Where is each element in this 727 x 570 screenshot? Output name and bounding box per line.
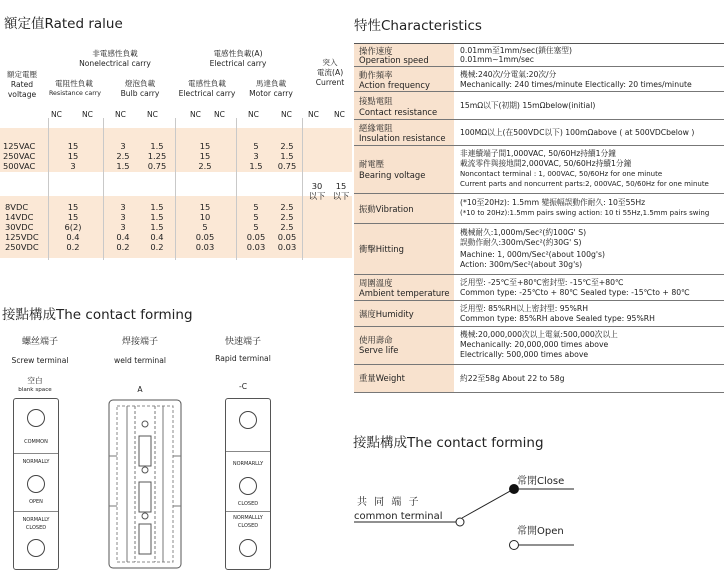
label-common: COMMON (24, 439, 48, 445)
row-label: 接點電阻 (359, 96, 393, 106)
characteristics-table (354, 43, 724, 394)
row-value: 約22至58g About 22 to 58g (460, 374, 565, 383)
screw-icon (27, 539, 45, 557)
ac-bulb-a: 3 2.5 1.5 (116, 141, 130, 171)
inrush-b: 15 以下 (332, 181, 350, 201)
row-label: 振動Vibration (359, 204, 414, 214)
characteristics-title: 特性Characteristics (354, 18, 482, 34)
row-label: 絕緣電阻 (359, 123, 393, 133)
table-row (354, 365, 724, 393)
table-row (354, 224, 724, 275)
row-label: Bearing voltage (359, 170, 426, 180)
screw-icon (27, 475, 45, 493)
ac-volts: 125VAC 250VAC 500VAC (3, 141, 36, 171)
row-value: 0.01mm至1mm/sec(鎖住塞型) (460, 46, 572, 55)
label-normallly: NORMALLLY (233, 515, 263, 521)
ac-bulb-b: 1.5 1.25 0.75 (147, 141, 167, 171)
screw-icon (239, 477, 257, 495)
label-open: OPEN (29, 499, 43, 505)
close-label: 常閉Close (517, 476, 565, 487)
row-label: Ambient temperature (359, 288, 450, 298)
screw-icon (27, 409, 45, 427)
screw-en: Screw terminal (11, 356, 69, 365)
row-value: Electrically: 500,000 times above (460, 350, 589, 359)
divider (302, 118, 303, 260)
eleclabel-cn: 電感性負載(A) (213, 49, 263, 58)
row-value: Mechanically: 240 times/minute Electically: 20 times/minute (460, 80, 692, 89)
nc-header: NC (214, 110, 225, 119)
row-label: 動作頻率 (359, 70, 393, 80)
row-label: 操作速度 (359, 46, 393, 56)
weld-cn: 焊接端子 (121, 337, 158, 347)
label-normarlly: NORMARLLY (232, 461, 264, 467)
row-value: (*10 to 20Hz):1.5mm pairs swing action: 10 ti 55Hz,1.5mm pairs swing (460, 209, 710, 217)
eleclabel-en: Electrical carry (209, 59, 267, 68)
row-value: Mechanically: 20,000,000 times above (460, 340, 609, 349)
nc-header: NC (334, 110, 345, 119)
table-row (354, 44, 724, 67)
dc-motor-b: 2.5 2.5 2.5 0.05 0.03 (277, 202, 297, 252)
common-en: common terminal (354, 511, 443, 522)
row-value: Noncontact terminal : 1, 000VAC, 50/60Hz for one minute (460, 170, 663, 178)
row-value: 機械:240次/分電氣:20次/分 (460, 70, 557, 79)
rapid-cn: 快速端子 (224, 337, 261, 347)
row-value: Common type: 85%RH above Sealed type: 95%RH (460, 314, 655, 323)
row-label: Insulation resistance (359, 133, 446, 143)
row-label: 使用壽命 (359, 335, 393, 345)
rapid-en: Rapid terminal (215, 354, 271, 363)
common-cn: 共 同 端 子 (357, 497, 421, 508)
nc-header: NC (308, 110, 319, 119)
row-value: 0.01mm~1mm/sec (460, 55, 534, 64)
table-row (354, 327, 724, 365)
table-row (354, 67, 724, 92)
rated-en1: Rated (10, 80, 34, 89)
label-closed: CLOSED (237, 501, 259, 507)
nc-header: NC (115, 110, 126, 119)
divider (48, 118, 49, 260)
rated-value-title: 額定值Rated ralue (4, 16, 123, 32)
table-row (354, 275, 724, 301)
table-row (354, 301, 724, 327)
bulb-en: Bulb carry (120, 89, 160, 98)
divider (103, 118, 104, 260)
weld-code: A (137, 385, 143, 394)
blank-en: blank space (18, 387, 52, 393)
row-value: Action: 300m/Sec²(about 30g's) (460, 260, 583, 269)
ac-motor-b: 2.5 1.5 0.75 (277, 141, 297, 171)
screw-icon (239, 539, 257, 557)
forming-title-right: 接點構成The contact forming (353, 435, 544, 451)
row-value: 載流零件與接地間2,000VAC, 50/60Hz持續1分鐘 (460, 159, 632, 168)
weld-en: weld terminal (114, 356, 166, 365)
bulb-cn: 燈泡負載 (124, 79, 156, 88)
row-value: Current parts and noncurrent parts:2, 000VAC, 50/60Hz for one minute (460, 180, 709, 188)
row-label: 周圍溫度 (359, 278, 393, 288)
table-row (354, 146, 724, 194)
ac-el: 15 15 2.5 (198, 141, 212, 171)
inrush-cn1: 突入 (322, 58, 338, 67)
divider (175, 118, 176, 260)
nc-header: NC (82, 110, 93, 119)
inrush-en: Current (315, 78, 345, 87)
nc-header: NC (51, 110, 62, 119)
row-label: Serve life (359, 345, 399, 355)
el-en: Electrical carry (178, 89, 236, 98)
dc-el: 15 10 5 0.05 0.03 (195, 202, 215, 252)
table-row (354, 120, 724, 146)
row-value: 機械:20,000,000次以上電氣:500,000次以上 (460, 330, 618, 339)
res-cn: 電阻性負載 (55, 79, 93, 88)
nc-header: NC (281, 110, 292, 119)
motor-cn: 馬達負載 (255, 79, 287, 88)
rated-en2: voltage (7, 90, 37, 99)
res-en: Resistance carry (48, 90, 102, 97)
open-label: 常開Open (517, 526, 564, 537)
row-label: 重量Weight (359, 373, 405, 383)
rated-cn: 額定電壓 (6, 70, 38, 79)
label-normally: NORMALLY (22, 517, 50, 523)
screw-cn: 螺丝端子 (21, 337, 58, 347)
label-closed: CLOSED (25, 525, 47, 531)
screw-icon (239, 411, 257, 429)
forming-title-left: 接點構成The contact forming (2, 307, 193, 323)
row-label: 衝擊Hitting (359, 244, 404, 254)
ac-motor-a: 5 3 1.5 (249, 141, 263, 171)
rapid-code: -C (238, 382, 248, 391)
noneleclabel-en: Nonelectrical carry (79, 59, 151, 68)
row-label: 耐電壓 (359, 159, 385, 169)
el-cn: 電感性負載 (188, 79, 226, 88)
row-label: Contact resistance (359, 107, 438, 117)
row-value: 泛用型: -25℃至+80℃密封型: -15℃至+80℃ (460, 278, 624, 287)
rapid-terminal-diagram (225, 398, 271, 570)
row-value: 機械耐久:1,000m/Sec²(約100G' S) (460, 228, 587, 237)
row-label: Operation speed (359, 55, 429, 65)
dc-volts: 8VDC 14VDC 30VDC 125VDC 250VDC (5, 202, 39, 252)
ac-res: 15 15 3 (67, 141, 79, 171)
weld-terminal-diagram (105, 396, 185, 570)
inrush-a: 30 以下 (308, 181, 326, 201)
row-value: 100MΩ以上(在500VDC以下) 100mΩabove ( at 500VDCbelow ) (460, 128, 695, 137)
nc-header: NC (147, 110, 158, 119)
table-row (354, 194, 724, 224)
dc-bulb-b: 1.5 1.5 1.5 0.4 0.2 (150, 202, 164, 252)
screw-terminal-diagram (13, 398, 59, 570)
row-value: 15mΩ以下(初期) 15mΩbelow(initial) (460, 101, 596, 110)
row-value: 誤動作耐久:300m/Sec²(約30G' S) (460, 238, 582, 247)
divider (236, 118, 237, 260)
row-value: 泛用型: 85%RH以上密封型: 95%RH (460, 304, 588, 313)
noneleclabel-cn: 非電感性負載 (92, 49, 138, 58)
row-label: Action frequency (359, 80, 430, 90)
dc-res: 15 15 6(2) 0.4 0.2 (64, 202, 82, 252)
table-row (354, 92, 724, 120)
inrush-cn2: 電流(A) (316, 68, 344, 77)
row-value: (*10至20Hz): 1.5mm 變振幅誤動作耐久: 10至55Hz (460, 198, 646, 207)
label-closed: CLOSED (237, 523, 259, 529)
nc-header: NC (248, 110, 259, 119)
label-normally: NORMALLY (22, 459, 50, 465)
row-value: 非連續端子間1,000VAC, 50/60Hz持續1分鐘 (460, 149, 616, 158)
blank-cn: 空白 (27, 376, 43, 385)
dc-motor-a: 5 5 5 0.05 0.03 (246, 202, 266, 252)
row-value: Machine: 1, 000m/Sec²(about 100g's) (460, 250, 605, 259)
nc-header: NC (190, 110, 201, 119)
motor-en: Motor carry (249, 89, 293, 98)
row-value: Common type: -25℃to + 80℃ Sealed type: -15℃to + 80℃ (460, 288, 690, 297)
row-label: 濕度Humidity (359, 309, 414, 319)
dc-bulb-a: 3 3 3 0.4 0.2 (116, 202, 130, 252)
